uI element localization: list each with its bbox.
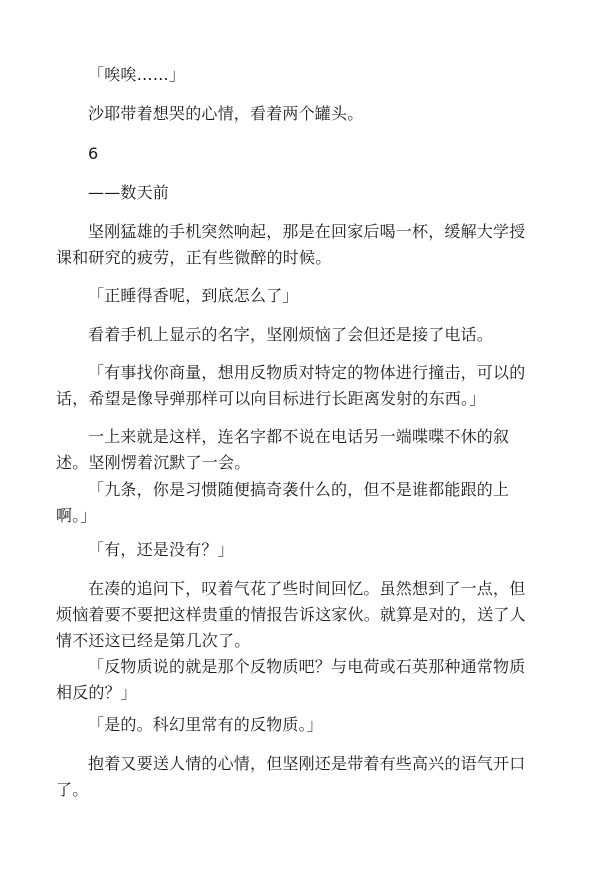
paragraph-line: 话，希望是像导弹那样可以向目标进行长距离发射的东西。」 [56, 389, 486, 408]
paragraph-line: 课和研究的疲劳，正有些微醉的时候。 [56, 248, 332, 267]
paragraph-4 [88, 180, 558, 206]
paragraph-line: 一上来就是这样，连名字都不说在电话另一端喋喋不休的叙 [88, 427, 510, 446]
section-number [88, 141, 558, 167]
paragraph-line: ——数天前 [88, 183, 170, 202]
paragraph-14 [88, 712, 558, 738]
paragraph-line: 「是的。科幻里常有的反物质。」 [88, 715, 324, 734]
paragraph-line: 述。坚刚愣着沉默了一会。 [56, 453, 251, 472]
paragraph-line: 看着手机上显示的名字，坚刚烦恼了会但还是接了电话。 [88, 325, 494, 344]
paragraph-line: 「有，还是没有？」 [88, 540, 234, 559]
paragraph-line: 在凑的追问下，叹着气花了些时间回忆。虽然想到了一点，但 [88, 579, 526, 598]
paragraph-13 [56, 654, 558, 706]
paragraph-2 [88, 101, 558, 127]
paragraph-10 [56, 477, 558, 529]
paragraph-line: 「有事找你商量，想用反物质对特定的物体进行撞击，可以的 [88, 363, 526, 382]
paragraph-15 [56, 751, 558, 803]
paragraph-line: 6 [88, 144, 99, 163]
paragraph-7 [88, 322, 558, 348]
paragraph-line: 抱着又要送人情的心情，但坚刚还是带着有些高兴的语气开口 [88, 754, 526, 773]
paragraph-line: 情不还这已经是第几次了。 [56, 631, 251, 650]
paragraph-5 [56, 219, 558, 271]
paragraph-line: 啊。」 [56, 506, 97, 525]
paragraph-8 [56, 360, 558, 412]
paragraph-line: 「唉唉……」 [88, 65, 186, 84]
paragraph-line: 「反物质说的就是那个反物质吧？与电荷或石英那种通常物质 [88, 657, 526, 676]
paragraph-line: 了。 [56, 780, 89, 799]
paragraph-1 [88, 62, 558, 88]
paragraph-11 [88, 537, 558, 563]
paragraph-6 [88, 283, 558, 309]
paragraph-line: 坚刚猛雄的手机突然响起，那是在回家后喝一杯，缓解大学授 [88, 222, 526, 241]
paragraph-line: 「九条，你是习惯随便搞奇袭什么的，但不是谁都能跟的上 [88, 480, 510, 499]
paragraph-9 [56, 424, 558, 476]
paragraph-line: 「正睡得香呢，到底怎么了」 [88, 286, 299, 305]
paragraph-line: 相反的？」 [56, 683, 138, 702]
paragraph-12 [56, 576, 558, 654]
paragraph-line: 烦恼着要不要把这样贵重的情报告诉这家伙。就算是对的，送了人 [56, 605, 526, 624]
paragraph-line: 沙耶带着想哭的心情，看着两个罐头。 [88, 104, 364, 123]
